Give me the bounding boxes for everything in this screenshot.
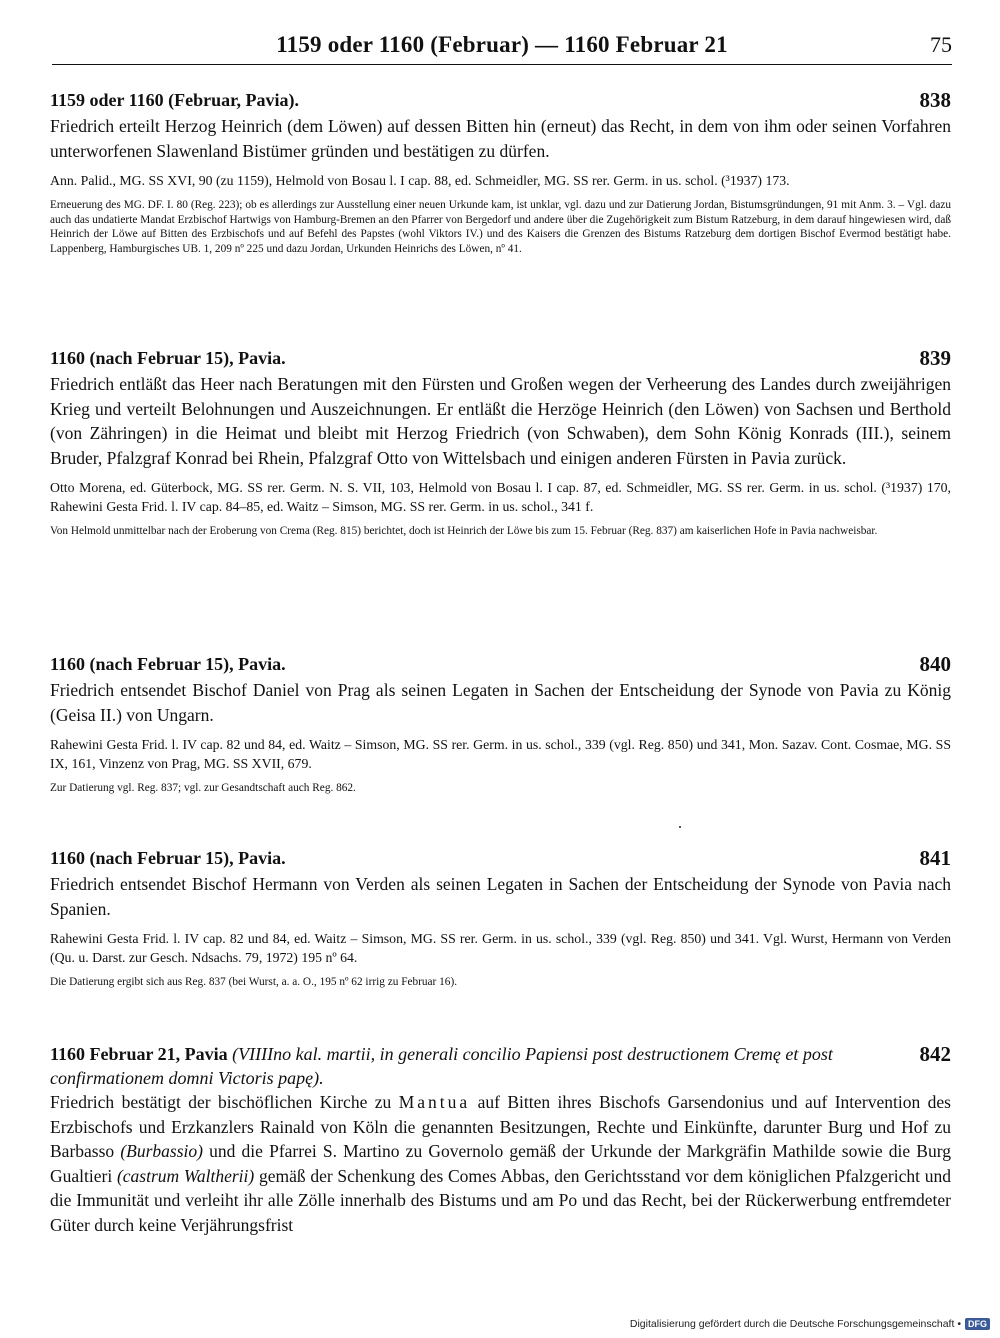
entry-date: 1160 (nach Februar 15), Pavia. [50,848,286,868]
entry-date: 1159 oder 1160 (Februar, Pavia). [50,90,299,110]
summary-part: und die Pfarrei S. Martino zu Governolo gemäß der Urkunde der Markgräfin Mathilde sowie die Burg Gualtieri [50,1141,951,1186]
entry-date: 1160 Februar 21, Pavia [50,1044,228,1064]
entry-summary: Friedrich entläßt das Heer nach Beratungen mit den Fürsten und Großen wegen der Verheerung des Landes durch zweijährigen Krieg und verteilt Belohnungen und Auszeichnungen. Er entläßt die Herzöge Heinrich (den Löwen) von Sachsen und Berthold (von Zähringen) in die Heimat und bleibt mit Herzog Friedrich (von Schwaben), dem Sohn König Konrads (III.), seinem Bruder, Pfalzgraf Konrad bei Rhein, Pfalzgraf Otto von Wittelsbach und einigen anderen Fürsten in Pavia zurück. [50,374,951,468]
entry-sources: Rahewini Gesta Frid. l. IV cap. 82 und 84, ed. Waitz – Simson, MG. SS rer. Germ. in us. schol., 339 (vgl. Reg. 850) und 341, Mon. Sazav. Cont. Cosmae, MG. SS IX, 161, Vinzenz von Prag, MG. SS XVII, 679. [50,737,951,771]
summary-place-mantua: Mantua [398,1092,471,1112]
summary-part: gemäß der Schenkung des Comes Abbas, den Gerichtsstand vor dem königlichen Pfalzgericht und die Immunität und verleiht ihr alle Zölle innerhalb des Bistums und am Po und das Recht, bei der Rückerwerbung entfremdeter Güter durch keine Verjährungsfrist [50,1165,951,1235]
entry-840 [48,652,951,796]
summary-latin-burbassio: (Burbassio) [120,1141,203,1161]
entry-notes: Die Datierung ergibt sich aus Reg. 837 (bei Wurst, a. a. O., 195 nº 62 irrig zu Februar 16). [50,976,458,988]
summary-part: auf Bitten ihres Bischofs Garsendonius und auf Intervention des Erzbischofs und Erzkanzlers Rainald von Köln die genannten Besitzungen, Rechte und Einkünfte, darunter Burg und Hof zu Barbasso [50,1092,951,1161]
entry-notes: Zur Datierung vgl. Reg. 837; vgl. zur Gesandtschaft auch Reg. 862. [50,782,356,794]
entry-number: 838 [919,88,951,112]
entry-sources: Ann. Palid., MG. SS XVI, 90 (zu 1159), Helmold von Bosau l. I cap. 88, ed. Schmeidler, MG. SS rer. Germ. in us. schol. (³1937) 173. [50,173,790,188]
entry-842 [48,1042,951,1237]
entry-summary: Friedrich erteilt Herzog Heinrich (dem Löwen) auf dessen Bitten hin (erneut) das Recht, in dem von ihm oder seinen Vorfahren unterworfenen Slawenland Bistümer gründen und bestätigen zu dürfen. [50,116,951,161]
entry-sources: Rahewini Gesta Frid. l. IV cap. 82 und 84, ed. Waitz – Simson, MG. SS rer. Germ. in us. schol., 339 (vgl. Reg. 850) und 341. Vgl. Wurst, Hermann von Verden (Qu. u. Darst. zur Gesch. Ndsachs. 79, 1972) 195 nº 64. [50,931,951,965]
entry-date-latin: (VIIIIno kal. martii, in generali concilio Papiensi post destructionem Cremę et post confirmationem domni Victoris papę). [50,1044,833,1088]
entry-number: 839 [919,346,951,370]
entry-date: 1160 (nach Februar 15), Pavia. [50,348,286,368]
page-header [52,30,952,65]
entry-summary: Friedrich entsendet Bischof Daniel von Prag als seinen Legaten in Sachen der Entscheidung der Synode von Pavia zu König (Geisa II.) von Ungarn. [50,680,951,725]
page-footer [630,1318,990,1330]
entry-date-line [50,1042,890,1090]
entry-number: 842 [919,1042,951,1066]
entry-841 [48,846,951,990]
entry-number: 840 [919,652,951,676]
scan-speck [679,826,681,828]
entry-838 [48,88,951,256]
summary-part: Friedrich bestätigt der bischöflichen Kirche zu [50,1092,399,1112]
summary-latin-castrum: (castrum Waltherii) [116,1165,255,1186]
entry-sources: Otto Morena, ed. Güterbock, MG. SS rer. Germ. N. S. VII, 103, Helmold von Bosau l. I cap. 87, ed. Schmeidler, MG. SS rer. Germ. in us. schol. (³1937) 170, Rahewini Gesta Frid. l. IV cap. 84–85, ed. Waitz – Simson, MG. SS rer. Germ. in us. schol., 341 f. [50,480,951,514]
page-number: 75 [930,32,952,57]
dfg-logo-icon: DFG [965,1318,990,1330]
entry-summary: Friedrich entsendet Bischof Hermann von Verden als seinen Legaten in Sachen der Entscheidung der Synode von Pavia nach Spanien. [50,874,951,919]
entry-notes: Von Helmold unmittelbar nach der Eroberung von Crema (Reg. 815) berichtet, doch ist Heinrich der Löwe bis zum 15. Februar (Reg. 837) am kaiserlichen Hofe in Pavia nachweisbar. [50,525,878,537]
entry-summary [50,1090,951,1237]
page-title: 1159 oder 1160 (Februar) — 1160 Februar 21 [276,32,728,57]
entry-notes: Erneuerung des MG. DF. I. 80 (Reg. 223); ob es allerdings zur Ausstellung einer neuen Urkunde kam, ist unklar, vgl. dazu und zur Datierung Jordan, Bistumsgründungen, 91 mit Anm. 3. – Vgl. dazu auch das undatierte Mandat Erzbischof Hartwigs von Hamburg-Bremen an den Pfarrer von Bergedorf und andere über die Zugehörigkeit zum Bistum Ratzeburg, in dem darauf hingewiesen wird, daß Heinrich der Löwe auf Bitten des Erzbischofs und auf Befehl des Papstes (wohl Viktors IV.) und des Kaisers die Grenzen des Bistums Ratzeburg dem dortigen Bischof Evermod bestätigt habe. Lappenberg, Hamburgisches UB. 1, 209 nº 225 und dazu Jordan, Urkunden Heinrichs des Löwen, nº 41. [50,199,951,255]
entry-date: 1160 (nach Februar 15), Pavia. [50,654,286,674]
entry-number: 841 [919,846,951,870]
footer-text: Digitalisierung gefördert durch die Deutsche Forschungsgemeinschaft • [629,1318,961,1330]
entry-839 [48,346,951,539]
